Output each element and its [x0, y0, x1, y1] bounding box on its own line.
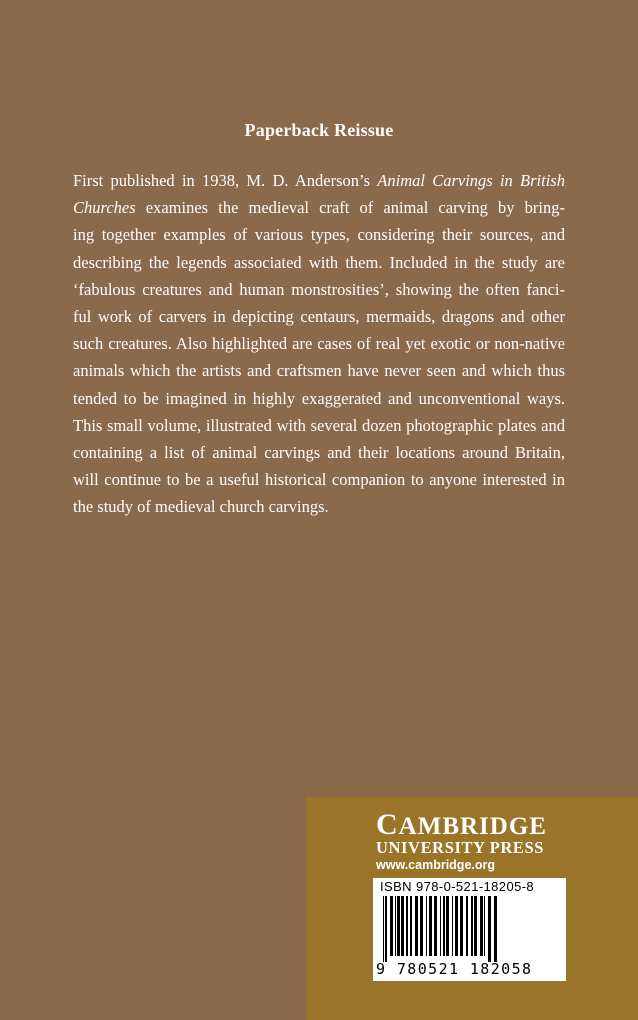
- description-text: such creatures. Also highlighted are cases of real yet exotic or non-native: [73, 334, 565, 354]
- barcode-bar: [385, 896, 387, 962]
- barcode-icon: [381, 896, 561, 962]
- description-line: [73, 303, 565, 330]
- barcode-bar: [440, 896, 441, 956]
- description-text: containing a list of animal carvings and their locations around Britain,: [73, 443, 565, 463]
- publisher-name-rest: AMBRIDGE: [398, 813, 547, 840]
- description-line: [73, 439, 565, 466]
- barcode-bar: [401, 896, 404, 956]
- publisher-subtitle: UNIVERSITY PRESS: [376, 838, 545, 857]
- barcode-bar: [395, 896, 396, 956]
- barcode-bar: [429, 896, 432, 956]
- barcode-bar: [420, 896, 423, 956]
- description-line: [73, 412, 565, 439]
- description-line: [73, 493, 565, 520]
- barcode-bar: [415, 896, 418, 956]
- description-line: [73, 167, 565, 194]
- barcode-bar: [474, 896, 477, 956]
- description-text: ‘fabulous creatures and human monstrosities’, showing the often fanci-: [73, 279, 565, 299]
- description-text: describing the legends associated with them. Included in the study are: [73, 252, 565, 272]
- description-line: [73, 357, 565, 384]
- barcode-bar: [480, 896, 483, 956]
- description-text: examines the medieval craft of animal carving by bring-: [135, 198, 565, 218]
- barcode-bar: [443, 896, 445, 956]
- description-text: This small volume, illustrated with several dozen photographic plates and: [73, 415, 565, 435]
- publisher-name: [376, 808, 547, 842]
- description-line: [73, 194, 565, 221]
- barcode-bar: [406, 896, 408, 956]
- description-text: tended to be imagined in highly exaggerated and unconventional ways.: [73, 388, 565, 408]
- publisher-website: www.cambridge.org: [376, 858, 496, 872]
- barcode-bar: [471, 896, 473, 956]
- description-line: [73, 466, 565, 493]
- description-line: [73, 249, 565, 276]
- description-line: [73, 276, 565, 303]
- barcode-bar: [494, 896, 497, 962]
- barcode-bar: [410, 896, 412, 956]
- description-text: ing together examples of various types, considering their sources, and: [73, 225, 565, 245]
- barcode-bar: [460, 896, 463, 956]
- barcode-bar: [455, 896, 458, 956]
- description-text: ful work of carvers in depicting centaurs, mermaids, dragons and other: [73, 307, 565, 327]
- description-line: [73, 330, 565, 357]
- barcode-bar: [484, 896, 485, 956]
- barcode-bar: [426, 896, 427, 956]
- reissue-heading: Paperback Reissue: [244, 120, 394, 140]
- barcode-bar: [390, 896, 393, 956]
- barcode-bar: [446, 896, 449, 956]
- description-text: the study of medieval church carvings.: [73, 497, 329, 517]
- barcode-bar: [383, 896, 384, 962]
- description-text: will continue to be a useful historical companion to anyone interested in: [73, 470, 565, 490]
- description-line: [73, 221, 565, 248]
- description-text: First published in 1938, M. D. Anderson’s: [73, 171, 378, 190]
- book-description: [73, 167, 565, 521]
- barcode-number: 9 780521 182058: [376, 960, 533, 978]
- barcode-bar: [466, 896, 468, 956]
- barcode-bar: [397, 896, 400, 956]
- barcode-bar: [434, 896, 437, 956]
- description-line: [73, 385, 565, 412]
- barcode-bar: [452, 896, 453, 956]
- publisher-name-initial: C: [376, 808, 399, 841]
- book-title-text: Animal Carvings in British: [377, 171, 565, 190]
- barcode-bar: [488, 896, 491, 962]
- isbn-label: ISBN 978-0-521-18205-8: [380, 879, 535, 894]
- book-title-text: Churches: [73, 198, 136, 218]
- description-text: animals which the artists and craftsmen have never seen and which thus: [73, 361, 565, 381]
